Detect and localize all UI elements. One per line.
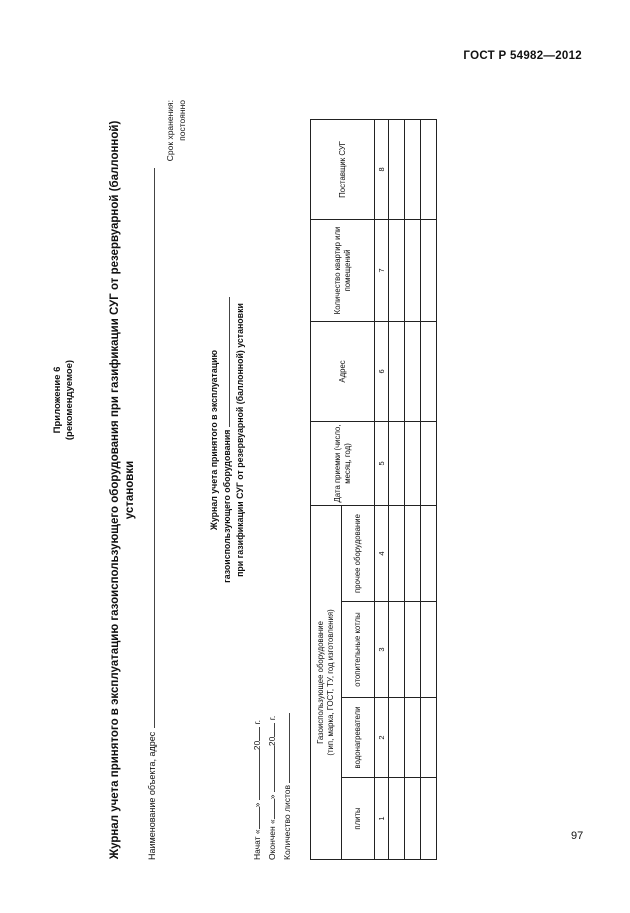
col-number: 4	[375, 505, 389, 601]
table-cell[interactable]	[421, 505, 437, 601]
started-row	[250, 713, 265, 860]
table-cell[interactable]	[405, 778, 421, 860]
col-number: 2	[375, 698, 389, 778]
table-cell[interactable]	[389, 119, 405, 219]
subtitle-line2-row	[221, 240, 234, 640]
started-year: 20	[252, 740, 262, 751]
table-cell[interactable]	[405, 505, 421, 601]
ended-year: 20	[267, 736, 277, 747]
subtitle-line3: при газификации СУГ от резервуарной (баллонной) установки	[235, 303, 245, 577]
group-header-line2: (тип, марка, ГОСТ, ТУ, год изготовления)	[326, 609, 335, 756]
table-cell[interactable]	[389, 602, 405, 698]
table-cell[interactable]	[405, 119, 421, 219]
table-cell[interactable]	[389, 505, 405, 601]
col-number: 8	[375, 119, 389, 219]
ended-suffix: г.	[267, 715, 277, 721]
table-cell[interactable]	[405, 698, 421, 778]
started-prefix: Начат «	[252, 829, 262, 860]
table-cell[interactable]	[405, 602, 421, 698]
journal-dates	[250, 713, 295, 860]
sheets-label: Количество листов	[282, 784, 292, 860]
col-header-3: отопительные котлы	[342, 602, 375, 698]
started-mid: »	[252, 802, 262, 808]
table-cell[interactable]	[389, 219, 405, 321]
ended-day-blank	[266, 799, 275, 819]
table-cell[interactable]	[421, 602, 437, 698]
page-number: 97	[571, 830, 584, 842]
started-year-blank	[251, 727, 260, 741]
main-title-line1: Журнал учета принятого в эксплуатацию газоиспользующего оборудования при газификации СУГ от резервуарной (баллонной)	[109, 120, 121, 860]
main-title-line2: установки	[124, 460, 136, 520]
journal-subtitle	[208, 240, 247, 640]
table-cell[interactable]	[421, 219, 437, 321]
storage-line2: постоянно	[177, 100, 187, 141]
col-header-7: Количество квартир или помещений	[311, 219, 375, 321]
col-header-8: Поставщик СУГ	[311, 119, 375, 219]
table-cell[interactable]	[421, 698, 437, 778]
table-cell[interactable]	[405, 219, 421, 321]
ended-year-blank	[266, 723, 275, 737]
table-row	[405, 119, 421, 859]
col-header-6: Адрес	[311, 321, 375, 421]
ended-mid: »	[267, 794, 277, 800]
ended-row	[265, 713, 280, 860]
table-row	[421, 119, 437, 859]
storage-line1: Срок хранения:	[165, 100, 175, 162]
table-cell[interactable]	[389, 321, 405, 421]
sheets-row	[280, 713, 295, 860]
col-header-1: плиты	[342, 778, 375, 860]
rotated-form	[52, 100, 460, 860]
started-suffix: г.	[252, 719, 262, 725]
appendix-heading	[52, 320, 76, 480]
journal-table	[310, 119, 437, 860]
col-number: 1	[375, 778, 389, 860]
standard-header: ГОСТ Р 54982—2012	[463, 50, 582, 62]
table-cell[interactable]	[389, 698, 405, 778]
col-number: 7	[375, 219, 389, 321]
table-cell[interactable]	[405, 321, 421, 421]
table-cell[interactable]	[389, 421, 405, 505]
main-title	[108, 120, 138, 860]
object-label: Наименование объекта, адрес	[147, 731, 157, 860]
appendix-note: (рекомендуемое)	[64, 359, 75, 441]
started-month-blank	[251, 750, 260, 800]
storage-period	[164, 100, 188, 240]
group-header-line1: Газоиспользующее оборудование	[316, 621, 325, 744]
table-cell[interactable]	[421, 421, 437, 505]
table-cell[interactable]	[405, 421, 421, 505]
table-row	[389, 119, 405, 859]
table-cell[interactable]	[421, 119, 437, 219]
col-number: 5	[375, 421, 389, 505]
table-cell[interactable]	[421, 321, 437, 421]
ended-month-blank	[266, 746, 275, 792]
table-cell[interactable]	[389, 778, 405, 860]
object-name-line	[146, 140, 157, 860]
started-day-blank	[251, 807, 260, 829]
sheets-blank	[281, 713, 290, 783]
equipment-group-header	[311, 505, 342, 859]
col-header-5: Дата приемки (число, месяц, год)	[311, 421, 375, 505]
table-cell[interactable]	[421, 778, 437, 860]
col-number: 6	[375, 321, 389, 421]
subtitle-underline	[221, 297, 230, 427]
column-number-row	[375, 119, 389, 859]
col-header-2: водонагреватели	[342, 698, 375, 778]
subtitle-line1: Журнал учета принятого в эксплуатацию	[209, 349, 219, 531]
subtitle-line2: газоиспользующего оборудования	[222, 429, 232, 583]
col-header-4: прочее оборудование	[342, 505, 375, 601]
col-number: 3	[375, 602, 389, 698]
ended-prefix: Окончен «	[267, 819, 277, 860]
object-underline	[146, 168, 155, 728]
appendix-title: Приложение 6	[52, 366, 63, 434]
table-header-row-1	[311, 119, 342, 859]
